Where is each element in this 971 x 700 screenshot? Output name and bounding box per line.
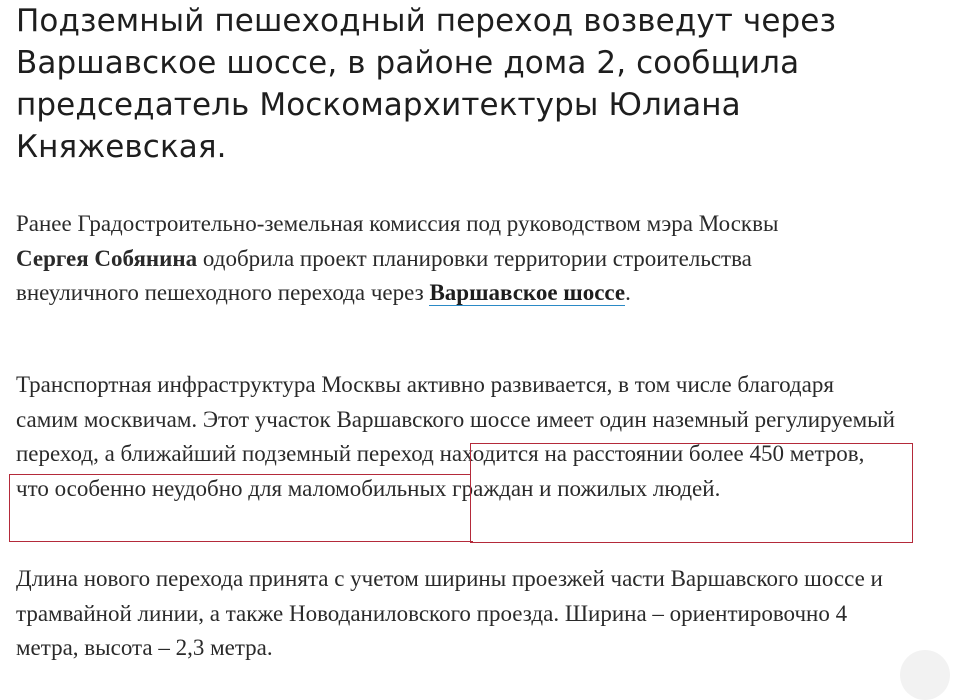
highlighted-quote: а ближайший подземный переход находится на расстоянии более 450 метров, что особенно неудобно для маломобильных граждан и пожилых людей. [16, 441, 865, 501]
floating-button-partial[interactable] [900, 650, 950, 700]
paragraph-2-text-before: Транспортная инфраструктура Москвы активно развивается, в том числе благодаря самим москвичам. Этот участок Варшавского шоссе имеет один наземный регулируемый переход, [16, 372, 895, 466]
paragraph-2 [16, 368, 896, 506]
paragraph-3: Длина нового перехода принята с учетом ширины проезжей части Варшавского шоссе и трамвайной линии, а также Новоданиловского проезда. Ширина – ориентировочно 4 метра, высота – 2,3 метра. [16, 566, 883, 660]
paragraph-1-text-after: . [625, 280, 631, 305]
varshavskoe-shosse-link[interactable]: Варшавское шоссе [429, 280, 626, 305]
article-lead: Подземный пешеходный переход возведут через Варшавское шоссе, в районе дома 2, сообщила председатель Москомархитектуры Юлиана Княжевская. [16, 3, 837, 165]
paragraph-1-text-before: Ранее Градостроительно-земельная комиссия под руководством мэра Москвы [16, 211, 779, 236]
person-name: Сергея Собянина [16, 245, 198, 271]
paragraph-1-text-middle: одобрила проект планировки территории строительства внеуличного пешеходного перехода через [16, 245, 752, 305]
paragraph-1 [16, 207, 846, 311]
